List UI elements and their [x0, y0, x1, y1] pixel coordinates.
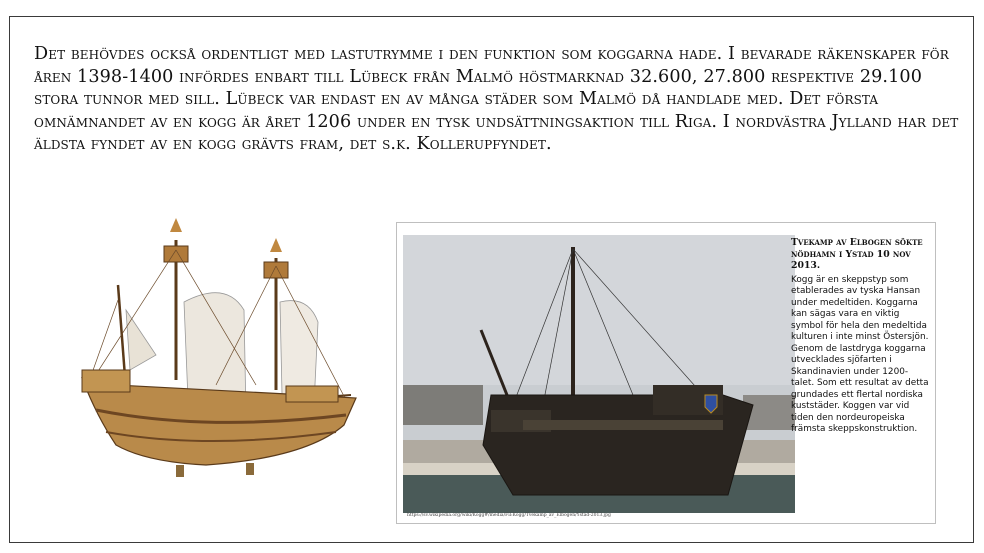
cog-ship-photo [403, 235, 795, 513]
caption-body: Kogg är en skeppstyp som etablerades av tyska Hansan under medeltiden. Koggarna kan sägas vara en viktig symbol för hela den medeltida kulturen i inte minst Östersjön. Genom de lastdryga koggarna utvecklades sjöfarten i Skandinavien under 1200-talet. Som ett resultat av detta grundades ett flertal nordiska kuststäder. Koggen var vid tiden den nordeuropeiska främsta skeppskonstruktion. [791, 274, 929, 435]
photo-card [396, 222, 936, 524]
main-text-paragraph: Det behövdes också ordentligt med lastutrymme i den funktion som koggarna hade. I bevarade räkenskaper för åren 1398-1400 infördes enbart till Lübeck från Malmö höstmarknad 32.600, 27.800 respektive 29.100 stora tunnor med sill. Lübeck var endast en av många städer som Malmö då handlade med. Det första omnämnandet av en kogg är året 1206 under en tysk undsättningsaktion till Riga. I nordvästra Jylland har det äldsta fyndet av en kogg grävts fram, det s.k. Kollerupfyndet. [34, 44, 959, 154]
ship-model-image [56, 210, 380, 482]
caption-block [791, 237, 929, 436]
caption-title: Tvekamp av Elbogen sökte nödhamn i Ystad 10 nov 2013. [791, 237, 923, 272]
photo-credit: https://sv.wikipedia.org/wiki/Kogg#/media/Fil:Kogg/Tvekamp_av_Elbogen/Ystad-2013.jpg [407, 513, 611, 518]
